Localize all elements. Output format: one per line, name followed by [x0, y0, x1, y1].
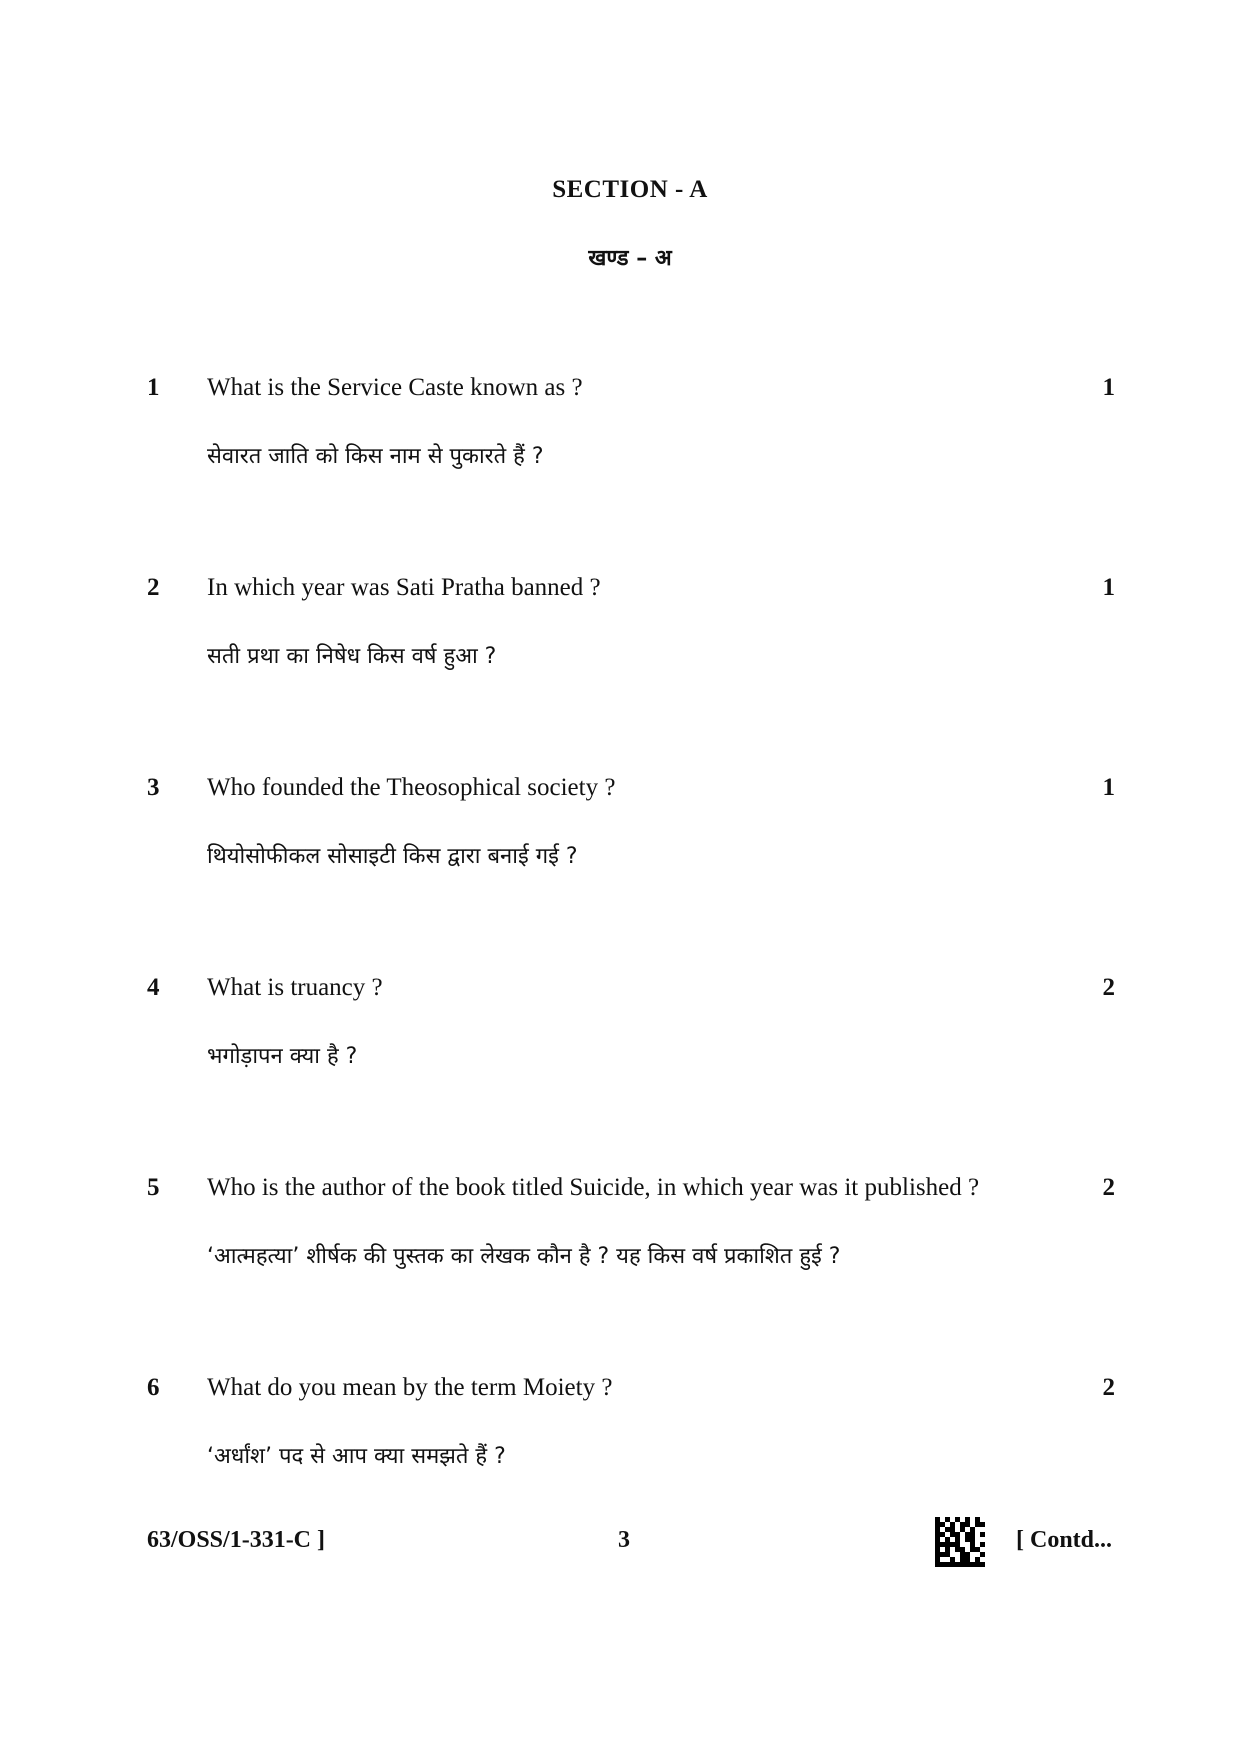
paper-code: 63/OSS/1-331-C ] — [147, 1527, 326, 1553]
question-number: 2 — [147, 574, 160, 601]
question-text-english: What is the Service Caste known as ? — [207, 374, 583, 401]
question-text-english: In which year was Sati Pratha banned ? — [207, 574, 601, 601]
question-text-hindi: थियोसोफीकल सोसाइटी किस द्वारा बनाई गई ? — [207, 844, 578, 869]
question-text-hindi: ‘आत्महत्या’ शीर्षक की पुस्तक का लेखक कौन है ? यह किस वर्ष प्रकाशित हुई ? — [207, 1244, 841, 1269]
question-text-english: Who founded the Theosophical society ? — [207, 774, 616, 801]
question-6 — [0, 1374, 1240, 1494]
question-marks: 1 — [1102, 574, 1115, 601]
question-2 — [0, 574, 1240, 694]
question-4 — [0, 974, 1240, 1094]
question-text-english: What do you mean by the term Moiety ? — [207, 1374, 613, 1401]
question-text-english: Who is the author of the book titled Suicide, in which year was it published ? — [207, 1174, 980, 1201]
question-marks: 1 — [1102, 774, 1115, 801]
question-text-hindi: सती प्रथा का निषेध किस वर्ष हुआ ? — [207, 644, 497, 669]
qr-code-icon — [935, 1517, 985, 1567]
question-text-hindi: भगोड़ापन क्या है ? — [207, 1044, 358, 1069]
page-number: 3 — [618, 1527, 630, 1553]
section-title-hindi: खण्ड – अ — [588, 246, 672, 271]
question-marks: 2 — [1102, 974, 1115, 1001]
question-1 — [0, 374, 1240, 494]
question-marks: 1 — [1102, 374, 1115, 401]
question-number: 1 — [147, 374, 160, 401]
question-text-hindi: सेवारत जाति को किस नाम से पुकारते हैं ? — [207, 444, 544, 469]
question-text-hindi: ‘अर्धांश’ पद से आप क्या समझते हैं ? — [207, 1444, 506, 1469]
section-title: SECTION - A — [552, 176, 708, 203]
question-marks: 2 — [1102, 1374, 1115, 1401]
question-number: 5 — [147, 1174, 160, 1201]
question-marks: 2 — [1102, 1174, 1115, 1201]
question-5 — [0, 1174, 1240, 1294]
question-number: 3 — [147, 774, 160, 801]
question-3 — [0, 774, 1240, 894]
continued-label: [ Contd... — [1016, 1527, 1113, 1553]
question-number: 4 — [147, 974, 160, 1001]
page-footer — [0, 1527, 1240, 1587]
question-number: 6 — [147, 1374, 160, 1401]
question-text-english: What is truancy ? — [207, 974, 383, 1001]
